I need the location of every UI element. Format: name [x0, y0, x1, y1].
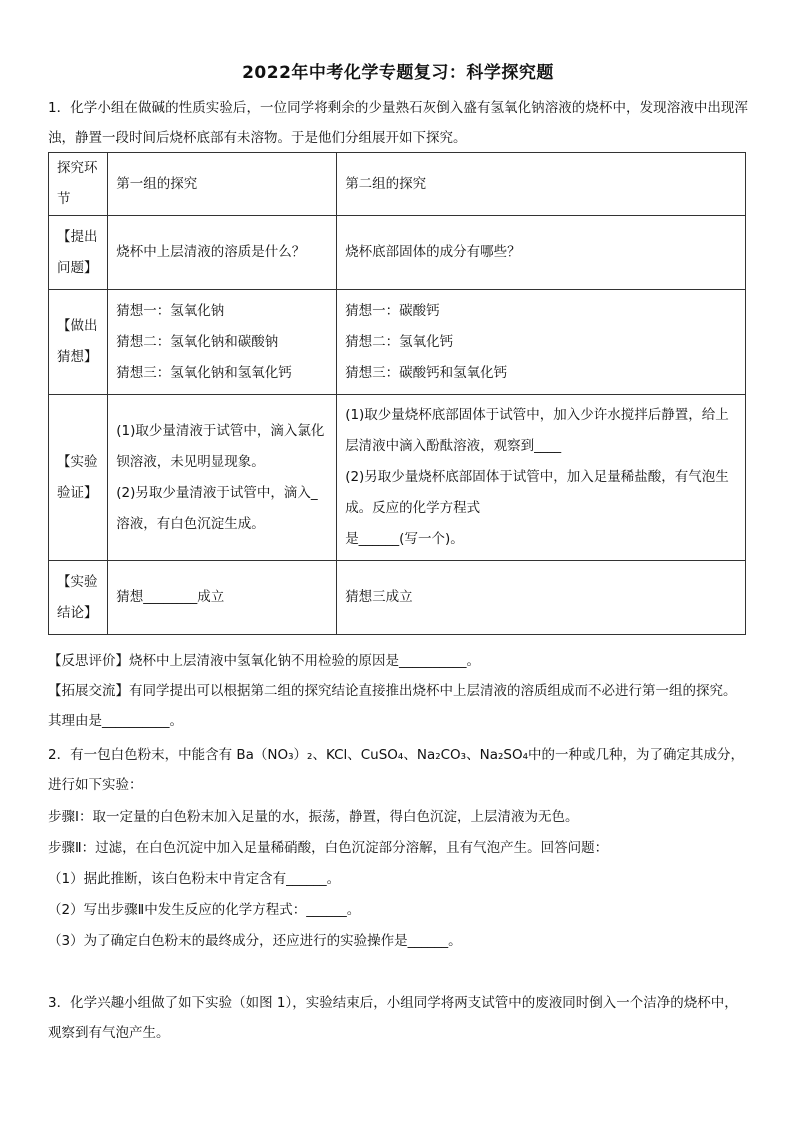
table-header-row	[49, 153, 746, 216]
group2-question	[337, 216, 746, 290]
reflection-evaluation: 【反思评价】烧杯中上层清液中氢氧化钠不用检验的原因是__________。	[48, 653, 480, 669]
row-label-question: 【提出问题】	[49, 216, 108, 290]
group2-experiment-step-2-answer: 是______(写一个)。	[345, 531, 464, 547]
group2-hypothesis-2: 猜想二：氢氧化钙	[345, 333, 454, 350]
header-cell-group2: 第二组的探究	[337, 153, 746, 216]
inquiry-table	[48, 152, 746, 635]
page-title: 2022年中考化学专题复习：科学探究题	[242, 63, 554, 83]
group1-conclusion	[108, 561, 337, 635]
group1-experiment-step-2: (2)另取少量清液于试管中，滴入_溶液，有白色沉淀生成。	[116, 484, 318, 532]
group2-experiment-step-2: (2)另取少量烧杯底部固体于试管中，加入足量稀盐酸，有气泡生成。反应的化学方程式	[345, 469, 729, 516]
group2-conclusion	[337, 561, 746, 635]
group2-hypothesis-3: 猜想三：碳酸钙和氢氧化钙	[345, 364, 508, 381]
question-2-step-2: 步骤Ⅱ：过滤，在白色沉淀中加入足量稀硝酸，白色沉淀部分溶解，且有气泡产生。回答问题：	[48, 840, 609, 856]
table-row-experiment	[49, 395, 746, 561]
group1-hypothesis-1: 猜想一：氢氧化钠	[116, 302, 225, 319]
group1-experiment-step-1: (1)取少量清液于试管中，滴入氯化钡溶液，未见明显现象。	[116, 422, 325, 470]
question-2-sub-2: （2）写出步骤Ⅱ中发生反应的化学方程式：______。	[48, 902, 361, 918]
group1-hypothesis-3: 猜想三：氢氧化钠和氢氧化钙	[116, 364, 292, 381]
question-3-intro: 3．化学兴趣小组做了如下实验（如图 1），实验结束后，小组同学将两支试管中的废液同时倒入一个洁净的烧杯中，观察到有气泡产生。	[48, 995, 738, 1041]
question-1-intro: 1．化学小组在做碱的性质实验后，一位同学将剩余的少量熟石灰倒入盛有氢氧化钠溶液的烧杯中，发现溶液中出现浑浊，静置一段时间后烧杯底部有未溶物。于是他们分组展开如下探究。	[48, 100, 748, 146]
row-label-experiment: 【实验验证】	[49, 395, 108, 561]
group1-hypothesis-2: 猜想二：氢氧化钠和碳酸钠	[116, 333, 279, 350]
group2-hypothesis-1: 猜想一：碳酸钙	[345, 302, 440, 319]
question-2-sub-1: （1）据此推断，该白色粉末中肯定含有______。	[48, 871, 341, 887]
question-2-sub-3: （3）为了确定白色粉末的最终成分，还应进行的实验操作是______。	[48, 933, 462, 949]
extension-exchange: 【拓展交流】有同学提出可以根据第二组的探究结论直接推出烧杯中上层清液的溶质组成而不必进行第一组的探究。其理由是__________。	[48, 683, 737, 729]
group1-conclusion-text: 猜想________成立	[116, 589, 225, 605]
header-cell-group1: 第一组的探究	[108, 153, 337, 216]
table-row-conclusion	[49, 561, 746, 635]
group2-conclusion-text: 猜想三成立	[345, 589, 413, 605]
table-row-question	[49, 216, 746, 290]
group1-question	[108, 216, 337, 290]
group2-experiment-step-1: (1)取少量烧杯底部固体于试管中，加入少许水搅拌后静置，给上层清液中滴入酚酞溶液，观察到____	[345, 407, 729, 454]
question-2-intro: 2．有一包白色粉末，中能含有 Ba（NO₃）₂、KCl、CuSO₄、Na₂CO₃、Na₂SO₄中的一种或几种，为了确定其成分，进行如下实验：	[48, 747, 744, 793]
row-label-hypothesis: 【做出猜想】	[49, 290, 108, 395]
group2-hypotheses	[337, 290, 746, 395]
group1-question-text: 烧杯中上层清液的溶质是什么？	[116, 244, 306, 260]
group1-experiment	[108, 395, 337, 561]
row-label-conclusion: 【实验结论】	[49, 561, 108, 635]
table-row-hypothesis	[49, 290, 746, 395]
header-cell-stage: 探究环节	[49, 153, 108, 216]
question-2-step-1: 步骤Ⅰ：取一定量的白色粉末加入足量的水，振荡，静置，得白色沉淀，上层清液为无色。	[48, 809, 579, 825]
group1-hypotheses	[108, 290, 337, 395]
group2-experiment	[337, 395, 746, 561]
group2-question-text: 烧杯底部固体的成分有哪些？	[345, 244, 521, 260]
